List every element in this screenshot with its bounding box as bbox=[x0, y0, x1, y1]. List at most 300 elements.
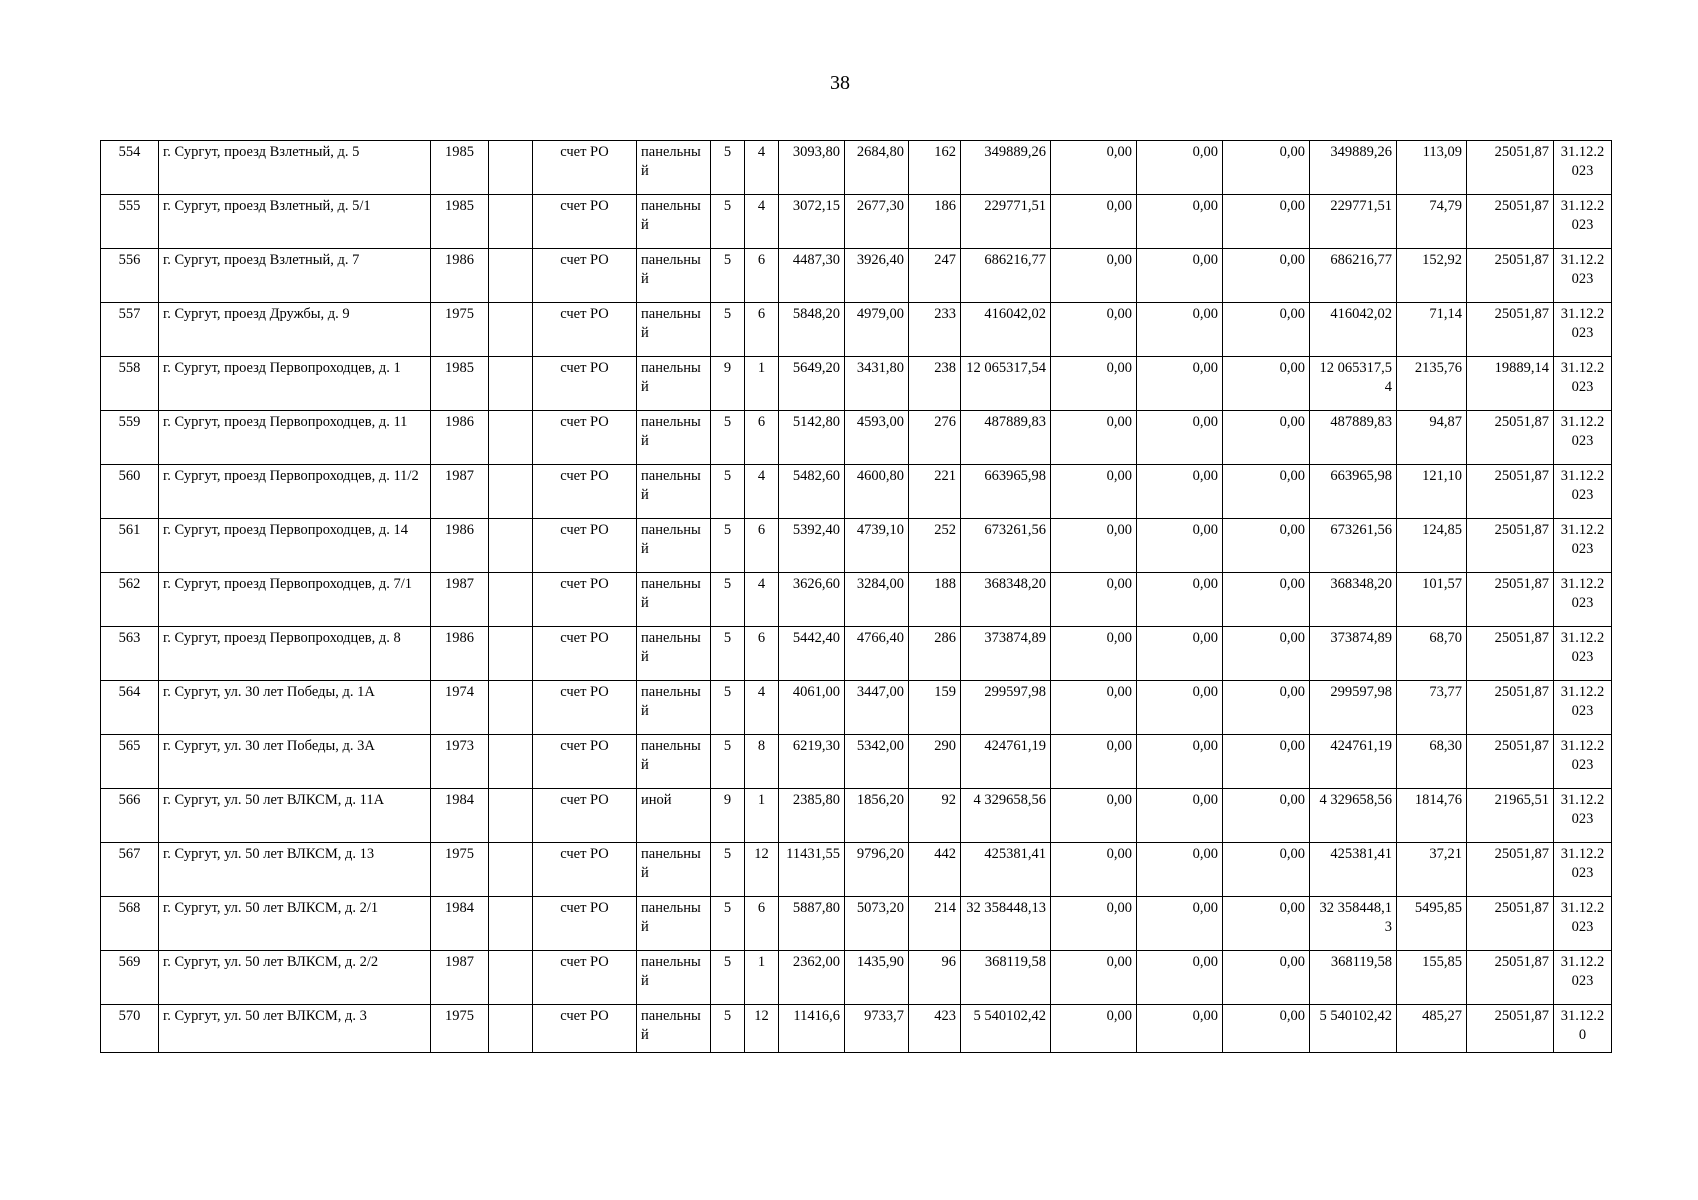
cost-municipal-cell: 0,00 bbox=[1137, 681, 1223, 735]
own-funds-cell: 487889,83 bbox=[1310, 411, 1397, 465]
empty-cell bbox=[489, 411, 533, 465]
own-funds-cell: 368119,58 bbox=[1310, 951, 1397, 1005]
deadline-cell: 31.12.2023 bbox=[1554, 357, 1612, 411]
total-area-cell: 2385,80 bbox=[779, 789, 845, 843]
cost-municipal-cell: 0,00 bbox=[1137, 1005, 1223, 1053]
total-area-cell: 11416,6 bbox=[779, 1005, 845, 1053]
cost-municipal-cell: 0,00 bbox=[1137, 735, 1223, 789]
cost-regional-cell: 0,00 bbox=[1051, 141, 1137, 195]
floors-cell: 9 bbox=[711, 357, 745, 411]
wall-material-cell: панельный bbox=[637, 303, 711, 357]
account-type-cell: счет РО bbox=[533, 627, 637, 681]
deadline-cell: 31.12.2023 bbox=[1554, 519, 1612, 573]
wall-material-cell: панельный bbox=[637, 681, 711, 735]
residents-cell: 286 bbox=[909, 627, 961, 681]
cost-regional-cell: 0,00 bbox=[1051, 627, 1137, 681]
residents-cell: 96 bbox=[909, 951, 961, 1005]
residents-cell: 186 bbox=[909, 195, 961, 249]
own-funds-cell: 373874,89 bbox=[1310, 627, 1397, 681]
total-area-cell: 4487,30 bbox=[779, 249, 845, 303]
cost-regional-cell: 0,00 bbox=[1051, 195, 1137, 249]
year-built-cell: 1986 bbox=[431, 249, 489, 303]
cost-other-cell: 0,00 bbox=[1223, 195, 1310, 249]
max-cost-cell: 25051,87 bbox=[1467, 897, 1554, 951]
cost-municipal-cell: 0,00 bbox=[1137, 141, 1223, 195]
total-area-cell: 5848,20 bbox=[779, 303, 845, 357]
wall-material-cell: панельный bbox=[637, 141, 711, 195]
entrances-cell: 6 bbox=[745, 519, 779, 573]
residents-cell: 247 bbox=[909, 249, 961, 303]
account-type-cell: счет РО bbox=[533, 303, 637, 357]
row-number: 557 bbox=[101, 303, 159, 357]
address-cell: г. Сургут, ул. 50 лет ВЛКСМ, д. 13 bbox=[159, 843, 431, 897]
entrances-cell: 6 bbox=[745, 897, 779, 951]
account-type-cell: счет РО bbox=[533, 519, 637, 573]
account-type-cell: счет РО bbox=[533, 951, 637, 1005]
cost-regional-cell: 0,00 bbox=[1051, 897, 1137, 951]
wall-material-cell: панельный bbox=[637, 357, 711, 411]
living-area-cell: 2684,80 bbox=[845, 141, 909, 195]
cost-other-cell: 0,00 bbox=[1223, 789, 1310, 843]
entrances-cell: 8 bbox=[745, 735, 779, 789]
total-cost-cell: 487889,83 bbox=[961, 411, 1051, 465]
deadline-cell: 31.12.2023 bbox=[1554, 681, 1612, 735]
total-cost-cell: 5 540102,42 bbox=[961, 1005, 1051, 1053]
max-cost-cell: 19889,14 bbox=[1467, 357, 1554, 411]
wall-material-cell: панельный bbox=[637, 465, 711, 519]
address-cell: г. Сургут, ул. 50 лет ВЛКСМ, д. 3 bbox=[159, 1005, 431, 1053]
deadline-cell: 31.12.2023 bbox=[1554, 249, 1612, 303]
total-area-cell: 6219,30 bbox=[779, 735, 845, 789]
residents-cell: 238 bbox=[909, 357, 961, 411]
year-built-cell: 1975 bbox=[431, 303, 489, 357]
total-cost-cell: 424761,19 bbox=[961, 735, 1051, 789]
year-built-cell: 1975 bbox=[431, 843, 489, 897]
row-number: 564 bbox=[101, 681, 159, 735]
living-area-cell: 4600,80 bbox=[845, 465, 909, 519]
total-area-cell: 3626,60 bbox=[779, 573, 845, 627]
floors-cell: 5 bbox=[711, 735, 745, 789]
cost-municipal-cell: 0,00 bbox=[1137, 519, 1223, 573]
year-built-cell: 1975 bbox=[431, 1005, 489, 1053]
empty-cell bbox=[489, 357, 533, 411]
wall-material-cell: панельный bbox=[637, 1005, 711, 1053]
cost-other-cell: 0,00 bbox=[1223, 249, 1310, 303]
residents-cell: 290 bbox=[909, 735, 961, 789]
account-type-cell: счет РО bbox=[533, 195, 637, 249]
page-number: 38 bbox=[830, 72, 850, 94]
row-number: 556 bbox=[101, 249, 159, 303]
max-cost-cell: 25051,87 bbox=[1467, 249, 1554, 303]
cost-regional-cell: 0,00 bbox=[1051, 465, 1137, 519]
deadline-cell: 31.12.2023 bbox=[1554, 573, 1612, 627]
wall-material-cell: панельный bbox=[637, 627, 711, 681]
year-built-cell: 1987 bbox=[431, 573, 489, 627]
row-number: 570 bbox=[101, 1005, 159, 1053]
own-funds-cell: 416042,02 bbox=[1310, 303, 1397, 357]
year-built-cell: 1985 bbox=[431, 357, 489, 411]
specific-cost-cell: 73,77 bbox=[1397, 681, 1467, 735]
cost-other-cell: 0,00 bbox=[1223, 897, 1310, 951]
total-cost-cell: 686216,77 bbox=[961, 249, 1051, 303]
row-number: 558 bbox=[101, 357, 159, 411]
row-number: 566 bbox=[101, 789, 159, 843]
total-cost-cell: 349889,26 bbox=[961, 141, 1051, 195]
total-area-cell: 11431,55 bbox=[779, 843, 845, 897]
residents-cell: 214 bbox=[909, 897, 961, 951]
max-cost-cell: 25051,87 bbox=[1467, 681, 1554, 735]
total-cost-cell: 229771,51 bbox=[961, 195, 1051, 249]
cost-regional-cell: 0,00 bbox=[1051, 789, 1137, 843]
cost-municipal-cell: 0,00 bbox=[1137, 843, 1223, 897]
cost-municipal-cell: 0,00 bbox=[1137, 627, 1223, 681]
floors-cell: 5 bbox=[711, 411, 745, 465]
living-area-cell: 5073,20 bbox=[845, 897, 909, 951]
total-cost-cell: 32 358448,13 bbox=[961, 897, 1051, 951]
deadline-cell: 31.12.2023 bbox=[1554, 195, 1612, 249]
address-cell: г. Сургут, проезд Первопроходцев, д. 11/2 bbox=[159, 465, 431, 519]
total-cost-cell: 663965,98 bbox=[961, 465, 1051, 519]
cost-other-cell: 0,00 bbox=[1223, 627, 1310, 681]
total-area-cell: 2362,00 bbox=[779, 951, 845, 1005]
row-number: 565 bbox=[101, 735, 159, 789]
total-area-cell: 5482,60 bbox=[779, 465, 845, 519]
total-cost-cell: 368119,58 bbox=[961, 951, 1051, 1005]
floors-cell: 5 bbox=[711, 141, 745, 195]
table-row bbox=[101, 951, 1612, 1005]
table-row bbox=[101, 249, 1612, 303]
cost-other-cell: 0,00 bbox=[1223, 465, 1310, 519]
cost-other-cell: 0,00 bbox=[1223, 357, 1310, 411]
entrances-cell: 1 bbox=[745, 357, 779, 411]
wall-material-cell: панельный bbox=[637, 735, 711, 789]
residents-cell: 423 bbox=[909, 1005, 961, 1053]
entrances-cell: 4 bbox=[745, 195, 779, 249]
max-cost-cell: 25051,87 bbox=[1467, 465, 1554, 519]
specific-cost-cell: 68,70 bbox=[1397, 627, 1467, 681]
empty-cell bbox=[489, 1005, 533, 1053]
total-area-cell: 3072,15 bbox=[779, 195, 845, 249]
own-funds-cell: 4 329658,56 bbox=[1310, 789, 1397, 843]
residents-cell: 233 bbox=[909, 303, 961, 357]
max-cost-cell: 25051,87 bbox=[1467, 843, 1554, 897]
wall-material-cell: панельный bbox=[637, 249, 711, 303]
max-cost-cell: 21965,51 bbox=[1467, 789, 1554, 843]
specific-cost-cell: 68,30 bbox=[1397, 735, 1467, 789]
table-row bbox=[101, 357, 1612, 411]
specific-cost-cell: 152,92 bbox=[1397, 249, 1467, 303]
max-cost-cell: 25051,87 bbox=[1467, 195, 1554, 249]
cost-municipal-cell: 0,00 bbox=[1137, 951, 1223, 1005]
wall-material-cell: панельный bbox=[637, 573, 711, 627]
deadline-cell: 31.12.2023 bbox=[1554, 627, 1612, 681]
total-cost-cell: 416042,02 bbox=[961, 303, 1051, 357]
total-cost-cell: 12 065317,54 bbox=[961, 357, 1051, 411]
empty-cell bbox=[489, 789, 533, 843]
floors-cell: 5 bbox=[711, 573, 745, 627]
empty-cell bbox=[489, 735, 533, 789]
own-funds-cell: 32 358448,13 bbox=[1310, 897, 1397, 951]
specific-cost-cell: 1814,76 bbox=[1397, 789, 1467, 843]
cost-regional-cell: 0,00 bbox=[1051, 411, 1137, 465]
row-number: 555 bbox=[101, 195, 159, 249]
deadline-cell: 31.12.2023 bbox=[1554, 789, 1612, 843]
wall-material-cell: панельный bbox=[637, 519, 711, 573]
deadline-cell: 31.12.2023 bbox=[1554, 897, 1612, 951]
cost-other-cell: 0,00 bbox=[1223, 681, 1310, 735]
entrances-cell: 4 bbox=[745, 465, 779, 519]
cost-regional-cell: 0,00 bbox=[1051, 951, 1137, 1005]
specific-cost-cell: 2135,76 bbox=[1397, 357, 1467, 411]
total-area-cell: 5887,80 bbox=[779, 897, 845, 951]
wall-material-cell: панельный bbox=[637, 411, 711, 465]
max-cost-cell: 25051,87 bbox=[1467, 627, 1554, 681]
empty-cell bbox=[489, 195, 533, 249]
empty-cell bbox=[489, 249, 533, 303]
row-number: 563 bbox=[101, 627, 159, 681]
own-funds-cell: 368348,20 bbox=[1310, 573, 1397, 627]
max-cost-cell: 25051,87 bbox=[1467, 735, 1554, 789]
table-body bbox=[101, 141, 1612, 1053]
empty-cell bbox=[489, 465, 533, 519]
table-row bbox=[101, 681, 1612, 735]
address-cell: г. Сургут, ул. 50 лет ВЛКСМ, д. 2/2 bbox=[159, 951, 431, 1005]
specific-cost-cell: 124,85 bbox=[1397, 519, 1467, 573]
total-area-cell: 5392,40 bbox=[779, 519, 845, 573]
own-funds-cell: 299597,98 bbox=[1310, 681, 1397, 735]
cost-municipal-cell: 0,00 bbox=[1137, 303, 1223, 357]
year-built-cell: 1973 bbox=[431, 735, 489, 789]
address-cell: г. Сургут, проезд Первопроходцев, д. 11 bbox=[159, 411, 431, 465]
deadline-cell: 31.12.2023 bbox=[1554, 735, 1612, 789]
max-cost-cell: 25051,87 bbox=[1467, 573, 1554, 627]
cost-regional-cell: 0,00 bbox=[1051, 681, 1137, 735]
total-cost-cell: 673261,56 bbox=[961, 519, 1051, 573]
specific-cost-cell: 485,27 bbox=[1397, 1005, 1467, 1053]
empty-cell bbox=[489, 573, 533, 627]
year-built-cell: 1986 bbox=[431, 519, 489, 573]
own-funds-cell: 424761,19 bbox=[1310, 735, 1397, 789]
table-row bbox=[101, 303, 1612, 357]
living-area-cell: 4593,00 bbox=[845, 411, 909, 465]
deadline-cell: 31.12.2023 bbox=[1554, 303, 1612, 357]
entrances-cell: 6 bbox=[745, 411, 779, 465]
table-row bbox=[101, 897, 1612, 951]
entrances-cell: 4 bbox=[745, 141, 779, 195]
own-funds-cell: 349889,26 bbox=[1310, 141, 1397, 195]
cost-regional-cell: 0,00 bbox=[1051, 843, 1137, 897]
year-built-cell: 1987 bbox=[431, 465, 489, 519]
year-built-cell: 1986 bbox=[431, 627, 489, 681]
entrances-cell: 4 bbox=[745, 573, 779, 627]
living-area-cell: 1856,20 bbox=[845, 789, 909, 843]
table-row bbox=[101, 141, 1612, 195]
own-funds-cell: 425381,41 bbox=[1310, 843, 1397, 897]
total-area-cell: 5649,20 bbox=[779, 357, 845, 411]
address-cell: г. Сургут, проезд Первопроходцев, д. 1 bbox=[159, 357, 431, 411]
cost-regional-cell: 0,00 bbox=[1051, 1005, 1137, 1053]
cost-municipal-cell: 0,00 bbox=[1137, 897, 1223, 951]
own-funds-cell: 663965,98 bbox=[1310, 465, 1397, 519]
own-funds-cell: 686216,77 bbox=[1310, 249, 1397, 303]
empty-cell bbox=[489, 141, 533, 195]
cost-other-cell: 0,00 bbox=[1223, 141, 1310, 195]
total-cost-cell: 299597,98 bbox=[961, 681, 1051, 735]
total-cost-cell: 4 329658,56 bbox=[961, 789, 1051, 843]
total-area-cell: 5442,40 bbox=[779, 627, 845, 681]
table-row bbox=[101, 519, 1612, 573]
deadline-cell: 31.12.20 bbox=[1554, 1005, 1612, 1053]
address-cell: г. Сургут, ул. 30 лет Победы, д. 1А bbox=[159, 681, 431, 735]
living-area-cell: 2677,30 bbox=[845, 195, 909, 249]
table-row bbox=[101, 735, 1612, 789]
housing-register-table bbox=[100, 140, 1612, 1053]
table-row bbox=[101, 411, 1612, 465]
floors-cell: 9 bbox=[711, 789, 745, 843]
address-cell: г. Сургут, проезд Взлетный, д. 5 bbox=[159, 141, 431, 195]
total-area-cell: 3093,80 bbox=[779, 141, 845, 195]
living-area-cell: 3926,40 bbox=[845, 249, 909, 303]
max-cost-cell: 25051,87 bbox=[1467, 519, 1554, 573]
cost-municipal-cell: 0,00 bbox=[1137, 411, 1223, 465]
specific-cost-cell: 74,79 bbox=[1397, 195, 1467, 249]
row-number: 559 bbox=[101, 411, 159, 465]
deadline-cell: 31.12.2023 bbox=[1554, 843, 1612, 897]
address-cell: г. Сургут, ул. 30 лет Победы, д. 3А bbox=[159, 735, 431, 789]
floors-cell: 5 bbox=[711, 303, 745, 357]
address-cell: г. Сургут, ул. 50 лет ВЛКСМ, д. 2/1 bbox=[159, 897, 431, 951]
max-cost-cell: 25051,87 bbox=[1467, 141, 1554, 195]
empty-cell bbox=[489, 951, 533, 1005]
residents-cell: 442 bbox=[909, 843, 961, 897]
address-cell: г. Сургут, проезд Взлетный, д. 7 bbox=[159, 249, 431, 303]
empty-cell bbox=[489, 519, 533, 573]
account-type-cell: счет РО bbox=[533, 735, 637, 789]
table-row bbox=[101, 627, 1612, 681]
residents-cell: 162 bbox=[909, 141, 961, 195]
account-type-cell: счет РО bbox=[533, 897, 637, 951]
year-built-cell: 1974 bbox=[431, 681, 489, 735]
own-funds-cell: 5 540102,42 bbox=[1310, 1005, 1397, 1053]
cost-municipal-cell: 0,00 bbox=[1137, 195, 1223, 249]
total-area-cell: 5142,80 bbox=[779, 411, 845, 465]
row-number: 554 bbox=[101, 141, 159, 195]
account-type-cell: счет РО bbox=[533, 843, 637, 897]
living-area-cell: 5342,00 bbox=[845, 735, 909, 789]
empty-cell bbox=[489, 303, 533, 357]
cost-municipal-cell: 0,00 bbox=[1137, 249, 1223, 303]
floors-cell: 5 bbox=[711, 681, 745, 735]
cost-other-cell: 0,00 bbox=[1223, 843, 1310, 897]
account-type-cell: счет РО bbox=[533, 681, 637, 735]
address-cell: г. Сургут, проезд Первопроходцев, д. 14 bbox=[159, 519, 431, 573]
deadline-cell: 31.12.2023 bbox=[1554, 141, 1612, 195]
year-built-cell: 1985 bbox=[431, 141, 489, 195]
table-row bbox=[101, 789, 1612, 843]
living-area-cell: 4766,40 bbox=[845, 627, 909, 681]
year-built-cell: 1987 bbox=[431, 951, 489, 1005]
year-built-cell: 1984 bbox=[431, 897, 489, 951]
cost-municipal-cell: 0,00 bbox=[1137, 573, 1223, 627]
wall-material-cell: панельный bbox=[637, 897, 711, 951]
table-row bbox=[101, 1005, 1612, 1053]
account-type-cell: счет РО bbox=[533, 573, 637, 627]
specific-cost-cell: 71,14 bbox=[1397, 303, 1467, 357]
wall-material-cell: иной bbox=[637, 789, 711, 843]
floors-cell: 5 bbox=[711, 843, 745, 897]
account-type-cell: счет РО bbox=[533, 141, 637, 195]
living-area-cell: 4739,10 bbox=[845, 519, 909, 573]
residents-cell: 159 bbox=[909, 681, 961, 735]
max-cost-cell: 25051,87 bbox=[1467, 411, 1554, 465]
residents-cell: 276 bbox=[909, 411, 961, 465]
cost-regional-cell: 0,00 bbox=[1051, 573, 1137, 627]
deadline-cell: 31.12.2023 bbox=[1554, 411, 1612, 465]
specific-cost-cell: 113,09 bbox=[1397, 141, 1467, 195]
address-cell: г. Сургут, проезд Первопроходцев, д. 8 bbox=[159, 627, 431, 681]
floors-cell: 5 bbox=[711, 1005, 745, 1053]
cost-municipal-cell: 0,00 bbox=[1137, 789, 1223, 843]
wall-material-cell: панельный bbox=[637, 843, 711, 897]
max-cost-cell: 25051,87 bbox=[1467, 951, 1554, 1005]
address-cell: г. Сургут, ул. 50 лет ВЛКСМ, д. 11А bbox=[159, 789, 431, 843]
deadline-cell: 31.12.2023 bbox=[1554, 465, 1612, 519]
specific-cost-cell: 155,85 bbox=[1397, 951, 1467, 1005]
account-type-cell: счет РО bbox=[533, 465, 637, 519]
row-number: 560 bbox=[101, 465, 159, 519]
address-cell: г. Сургут, проезд Взлетный, д. 5/1 bbox=[159, 195, 431, 249]
floors-cell: 5 bbox=[711, 897, 745, 951]
residents-cell: 92 bbox=[909, 789, 961, 843]
own-funds-cell: 229771,51 bbox=[1310, 195, 1397, 249]
entrances-cell: 1 bbox=[745, 951, 779, 1005]
table-row bbox=[101, 843, 1612, 897]
living-area-cell: 3431,80 bbox=[845, 357, 909, 411]
cost-regional-cell: 0,00 bbox=[1051, 249, 1137, 303]
cost-municipal-cell: 0,00 bbox=[1137, 357, 1223, 411]
entrances-cell: 1 bbox=[745, 789, 779, 843]
max-cost-cell: 25051,87 bbox=[1467, 1005, 1554, 1053]
cost-other-cell: 0,00 bbox=[1223, 519, 1310, 573]
account-type-cell: счет РО bbox=[533, 357, 637, 411]
living-area-cell: 4979,00 bbox=[845, 303, 909, 357]
living-area-cell: 9796,20 bbox=[845, 843, 909, 897]
cost-regional-cell: 0,00 bbox=[1051, 303, 1137, 357]
residents-cell: 252 bbox=[909, 519, 961, 573]
year-built-cell: 1986 bbox=[431, 411, 489, 465]
account-type-cell: счет РО bbox=[533, 1005, 637, 1053]
living-area-cell: 3447,00 bbox=[845, 681, 909, 735]
row-number: 568 bbox=[101, 897, 159, 951]
floors-cell: 5 bbox=[711, 951, 745, 1005]
floors-cell: 5 bbox=[711, 519, 745, 573]
floors-cell: 5 bbox=[711, 627, 745, 681]
living-area-cell: 9733,7 bbox=[845, 1005, 909, 1053]
living-area-cell: 1435,90 bbox=[845, 951, 909, 1005]
empty-cell bbox=[489, 897, 533, 951]
specific-cost-cell: 94,87 bbox=[1397, 411, 1467, 465]
row-number: 561 bbox=[101, 519, 159, 573]
wall-material-cell: панельный bbox=[637, 195, 711, 249]
account-type-cell: счет РО bbox=[533, 249, 637, 303]
living-area-cell: 3284,00 bbox=[845, 573, 909, 627]
empty-cell bbox=[489, 843, 533, 897]
address-cell: г. Сургут, проезд Дружбы, д. 9 bbox=[159, 303, 431, 357]
total-cost-cell: 425381,41 bbox=[961, 843, 1051, 897]
residents-cell: 188 bbox=[909, 573, 961, 627]
total-area-cell: 4061,00 bbox=[779, 681, 845, 735]
entrances-cell: 12 bbox=[745, 1005, 779, 1053]
